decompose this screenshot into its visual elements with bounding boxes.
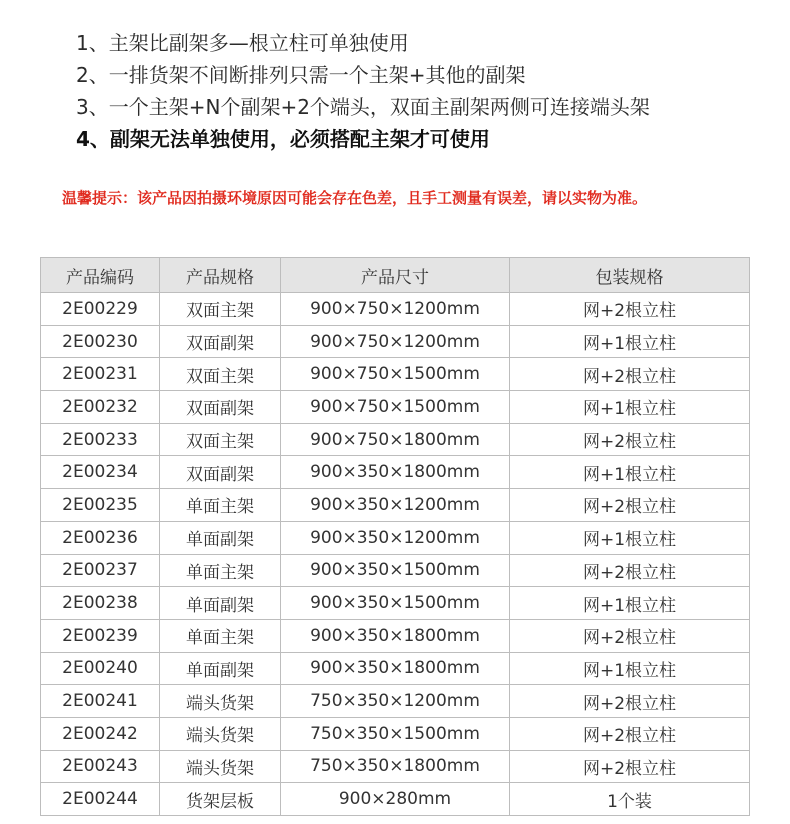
cell-packaging: 网+2根立柱 [510, 554, 750, 587]
cell-product-size: 900×350×1800mm [281, 456, 510, 489]
table-row [41, 489, 750, 522]
cell-product-size: 900×350×1800mm [281, 619, 510, 652]
header-product-spec: 产品规格 [160, 258, 281, 293]
cell-packaging: 网+2根立柱 [510, 717, 750, 750]
usage-note-4: 4、副架无法单独使用，必须搭配主架才可使用 [76, 127, 490, 151]
cell-packaging: 网+1根立柱 [510, 391, 750, 424]
cell-product-size: 900×350×1500mm [281, 554, 510, 587]
cell-packaging: 网+2根立柱 [510, 293, 750, 326]
header-packaging: 包装规格 [510, 258, 750, 293]
cell-product-spec: 端头货架 [160, 750, 281, 783]
cell-packaging: 1个装 [510, 783, 750, 816]
cell-product-size: 900×350×1800mm [281, 652, 510, 685]
cell-product-spec: 双面副架 [160, 391, 281, 424]
table-row [41, 587, 750, 620]
cell-packaging: 网+1根立柱 [510, 587, 750, 620]
cell-packaging: 网+2根立柱 [510, 685, 750, 718]
cell-product-size: 900×750×1800mm [281, 423, 510, 456]
cell-packaging: 网+1根立柱 [510, 652, 750, 685]
cell-product-size: 900×350×1500mm [281, 587, 510, 620]
cell-product-size: 900×280mm [281, 783, 510, 816]
cell-packaging: 网+1根立柱 [510, 325, 750, 358]
usage-note-1: 1、主架比副架多—根立柱可单独使用 [76, 31, 409, 55]
cell-product-code: 2E00241 [41, 685, 160, 718]
cell-product-spec: 单面主架 [160, 619, 281, 652]
table-body [41, 293, 750, 816]
cell-product-code: 2E00235 [41, 489, 160, 522]
cell-product-spec: 单面副架 [160, 587, 281, 620]
cell-product-size: 900×350×1200mm [281, 521, 510, 554]
cell-product-code: 2E00238 [41, 587, 160, 620]
cell-product-code: 2E00244 [41, 783, 160, 816]
cell-product-size: 750×350×1800mm [281, 750, 510, 783]
cell-product-size: 900×750×1200mm [281, 325, 510, 358]
table-row [41, 750, 750, 783]
table-row [41, 521, 750, 554]
cell-product-code: 2E00233 [41, 423, 160, 456]
cell-product-spec: 双面副架 [160, 325, 281, 358]
table-row [41, 293, 750, 326]
usage-notes [76, 27, 650, 155]
table-header-row [41, 258, 750, 293]
cell-product-code: 2E00242 [41, 717, 160, 750]
table-row [41, 325, 750, 358]
cell-product-spec: 端头货架 [160, 685, 281, 718]
cell-product-spec: 双面主架 [160, 293, 281, 326]
cell-packaging: 网+2根立柱 [510, 358, 750, 391]
cell-product-spec: 双面主架 [160, 423, 281, 456]
cell-product-code: 2E00236 [41, 521, 160, 554]
usage-note-2: 2、一排货架不间断排列只需一个主架+其他的副架 [76, 63, 526, 87]
table-row [41, 391, 750, 424]
table-row [41, 423, 750, 456]
cell-product-spec: 单面主架 [160, 489, 281, 522]
cell-product-code: 2E00231 [41, 358, 160, 391]
cell-product-code: 2E00234 [41, 456, 160, 489]
table-row [41, 456, 750, 489]
header-product-code: 产品编码 [41, 258, 160, 293]
cell-packaging: 网+2根立柱 [510, 750, 750, 783]
table-row [41, 685, 750, 718]
cell-product-code: 2E00232 [41, 391, 160, 424]
cell-product-spec: 单面主架 [160, 554, 281, 587]
cell-product-spec: 货架层板 [160, 783, 281, 816]
warm-tip: 温馨提示：该产品因拍摄环境原因可能会存在色差，且手工测量有误差，请以实物为准。 [62, 189, 648, 207]
cell-product-code: 2E00239 [41, 619, 160, 652]
table-row [41, 358, 750, 391]
cell-product-code: 2E00240 [41, 652, 160, 685]
cell-packaging: 网+2根立柱 [510, 489, 750, 522]
cell-packaging: 网+2根立柱 [510, 423, 750, 456]
spec-table [40, 257, 750, 816]
cell-product-code: 2E00243 [41, 750, 160, 783]
cell-product-size: 750×350×1500mm [281, 717, 510, 750]
cell-product-code: 2E00230 [41, 325, 160, 358]
cell-product-size: 750×350×1200mm [281, 685, 510, 718]
header-product-size: 产品尺寸 [281, 258, 510, 293]
table-row [41, 717, 750, 750]
cell-product-code: 2E00237 [41, 554, 160, 587]
cell-product-spec: 单面副架 [160, 521, 281, 554]
cell-packaging: 网+1根立柱 [510, 456, 750, 489]
cell-product-spec: 双面副架 [160, 456, 281, 489]
table-row [41, 619, 750, 652]
cell-product-size: 900×350×1200mm [281, 489, 510, 522]
cell-product-spec: 端头货架 [160, 717, 281, 750]
cell-product-size: 900×750×1500mm [281, 391, 510, 424]
cell-product-size: 900×750×1200mm [281, 293, 510, 326]
cell-product-size: 900×750×1500mm [281, 358, 510, 391]
table-row [41, 554, 750, 587]
cell-product-spec: 双面主架 [160, 358, 281, 391]
table-row [41, 652, 750, 685]
cell-packaging: 网+2根立柱 [510, 619, 750, 652]
cell-product-code: 2E00229 [41, 293, 160, 326]
usage-note-3: 3、一个主架+N个副架+2个端头，双面主副架两侧可连接端头架 [76, 95, 650, 119]
cell-packaging: 网+1根立柱 [510, 521, 750, 554]
table-row [41, 783, 750, 816]
cell-product-spec: 单面副架 [160, 652, 281, 685]
